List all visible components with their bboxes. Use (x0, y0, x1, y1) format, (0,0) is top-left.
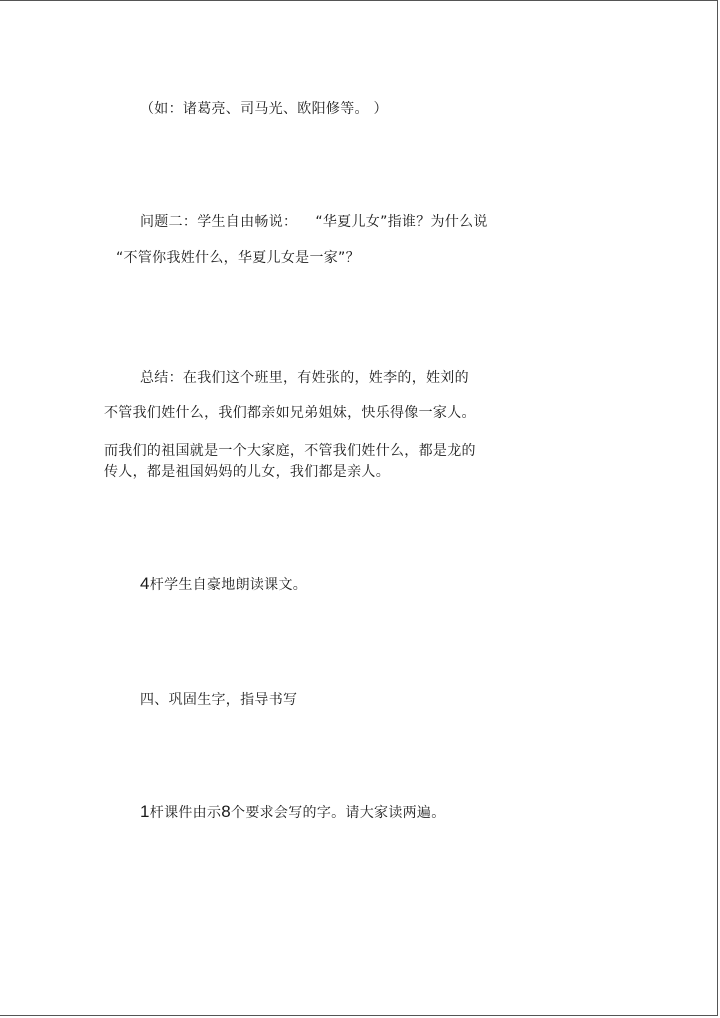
summary-line1: 总结：在我们这个班里，有姓张的，姓李的，姓刘的 (140, 370, 469, 386)
summary-line2: 不管我们姓什么，我们都亲如兄弟姐妹，快乐得像一家人。 (104, 405, 476, 421)
step4-number: 4 (140, 574, 150, 593)
question2-line2: “不管你我姓什么，华夏儿女是一家”？ (116, 250, 360, 266)
step1-line (140, 803, 446, 822)
summary-line4: 传人，都是祖国妈妈的儿女，我们都是亲人。 (104, 464, 390, 480)
question2-line1 (140, 213, 488, 231)
step1-text-b: 个要求会写的字。请大家读两遍。 (231, 805, 446, 821)
step4-line (140, 575, 307, 594)
step1-number: 1 (140, 802, 150, 821)
step4-text: 杆学生自豪地朗读课文。 (149, 577, 308, 593)
section4-heading: 四、巩固生字，指导书写 (140, 692, 298, 708)
summary-line3: 而我们的祖国就是一个大家庭，不管我们姓什么，都是龙的 (104, 443, 476, 459)
step1-text-a: 杆课件由示 (149, 805, 222, 821)
step1-count: 8 (221, 802, 232, 821)
question2-quote: “华夏儿女”指谁？为什么说 (315, 214, 488, 230)
example-line: （如：诸葛亮、司马光、欧阳修等。 ） (140, 101, 388, 117)
question2-lead: 问题二：学生自由畅说： (140, 214, 298, 230)
